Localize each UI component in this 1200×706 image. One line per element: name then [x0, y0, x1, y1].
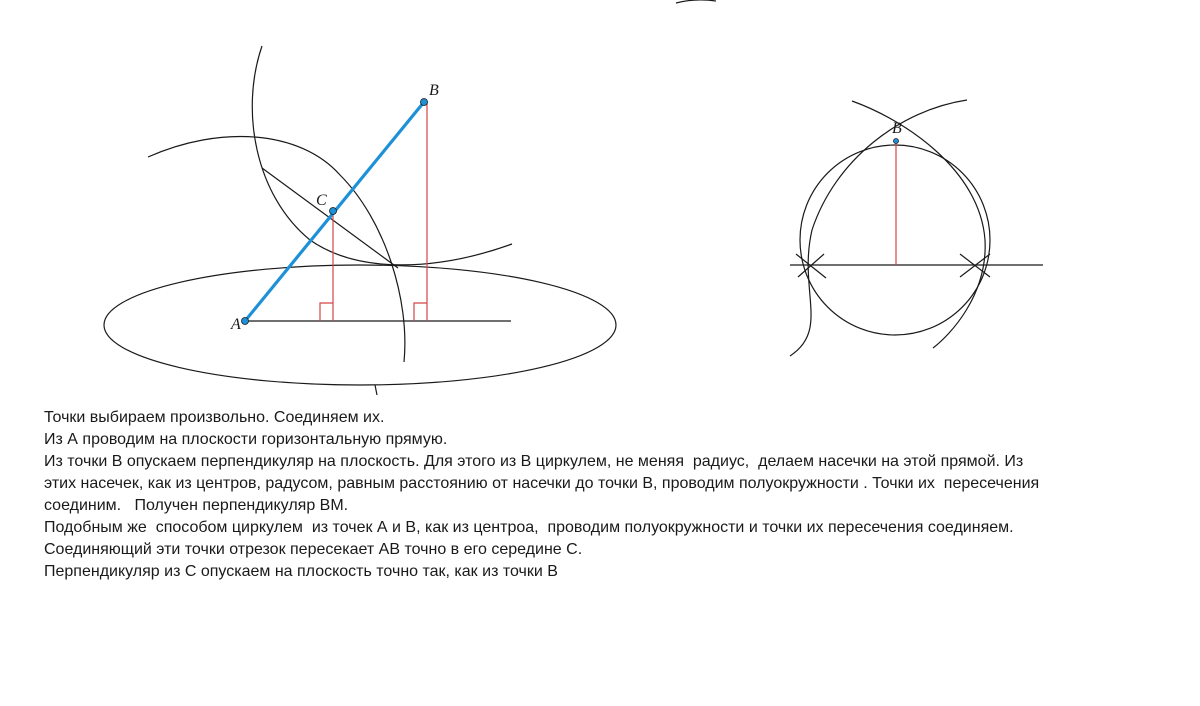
label-B-right: B — [892, 120, 902, 137]
compass-circle-B — [800, 145, 990, 335]
stray-arc — [676, 0, 716, 3]
right-angle-mark-C — [320, 303, 333, 321]
label-C: C — [316, 192, 327, 209]
arc-from-B-tail — [375, 385, 377, 395]
text-line: Соединяющий эти точки отрезок пересекает АВ точно в его середине С. — [44, 541, 583, 558]
explanation-text — [44, 407, 1184, 583]
text-line: Точки выбираем произвольно. Соединяем их. — [44, 409, 385, 426]
label-B: B — [429, 82, 439, 99]
arc-from-left-notch — [852, 101, 985, 348]
text-line: Из А проводим на плоскости горизонтальную прямую. — [44, 431, 448, 448]
text-line: Перпендикуляр из С опускаем на плоскость точно так, как из точки В — [44, 563, 558, 580]
point-A — [242, 318, 249, 325]
arc-from-right-notch — [790, 100, 967, 356]
point-B — [421, 99, 428, 106]
point-B-right — [894, 139, 899, 144]
plane-ellipse — [104, 265, 616, 385]
label-A: A — [231, 316, 241, 333]
text-line: Подобным же способом циркулем из точек А и В, как из центроа, проводим полуокружности и точки их пересечения соединяем. — [44, 519, 1014, 536]
text-line: Из точки В опускаем перпендикуляр на плоскость. Для этого из В циркулем, не меняя радиус, делаем насечки на этой прямой. Из — [44, 453, 1024, 470]
point-C — [330, 208, 337, 215]
right-angle-mark-B — [414, 303, 427, 321]
text-line: соединим. Получен перпендикуляр ВМ. — [44, 497, 349, 514]
text-line: этих насечек, как из центров, радусом, равным расстоянию от насечки до точки В, проводим полуокружности . Точки их пересечения — [44, 475, 1040, 492]
